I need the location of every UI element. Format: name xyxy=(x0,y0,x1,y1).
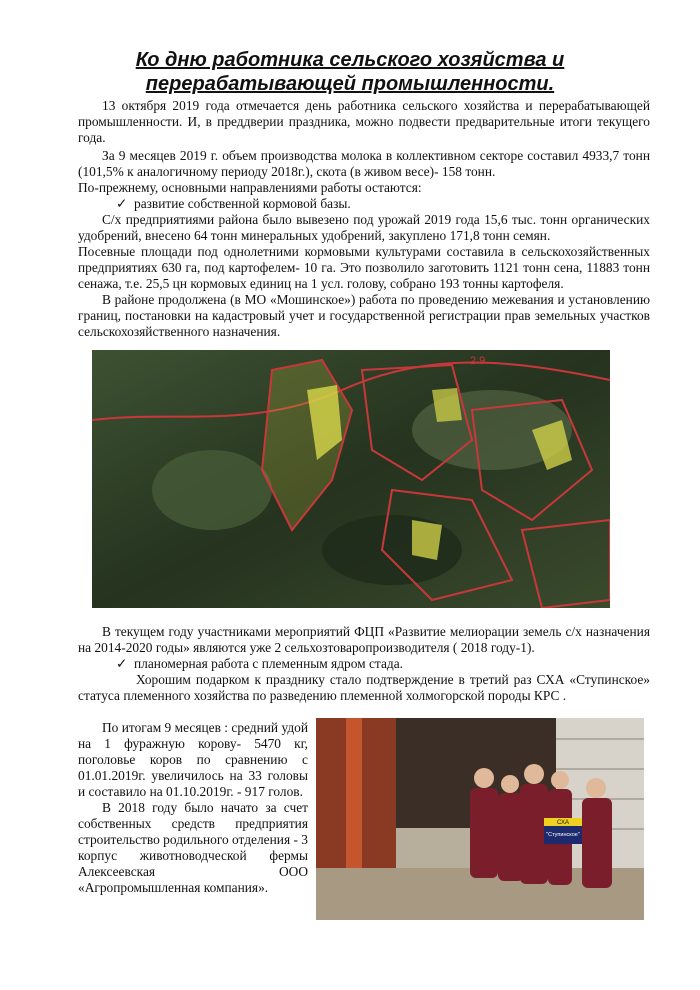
sign-line2: "Ступинское" xyxy=(546,832,580,838)
paragraph-sown-areas: Посевные площади под однолетними кормовыми культурами составила в сельскохозяйственных предприятиях 630 га, под картофелем- 10 га. Это позволило заготовить 1121 тонн сена, 11883 тонн сенажа, т.е. 25,5 цн кормовых единиц на 1 усл. голову, собрано 193 тонны картофеля. xyxy=(78,244,650,291)
checkmark-icon: ✓ xyxy=(116,196,128,211)
paragraph-milk-yield: По итогам 9 месяцев : средний удой на 1 фуражную корову- 5470 кг, поголовье коров по сравнению с 01.01.2019г. увеличилось на 33 головы и составило на 01.10.2019г. - 917 голов. xyxy=(78,720,308,799)
bullet-feed-base: ✓ развитие собственной кормовой базы. xyxy=(116,196,351,211)
cadastral-map-image xyxy=(92,350,610,608)
bullet-breeding-herd: ✓ планомерная работа с племенным ядром стада. xyxy=(116,656,403,671)
workers-photo xyxy=(316,718,644,920)
paragraph-fertilizers: С/х предприятиями района было вывезено под урожай 2019 года 15,6 тыс. тонн органических удобрений, внесено 64 тонн минеральных удобрений, закуплено 171,8 тонн семян. xyxy=(78,212,650,243)
paragraph-directions: По-прежнему, основными направлениями работы остаются: xyxy=(78,180,422,195)
map-zone-label: 2.9 xyxy=(470,355,486,367)
sign-line1: СХА xyxy=(557,820,569,826)
paragraph-land-survey: В районе продолжена (в МО «Мошинское») работа по проведению межевания и установлению границ, постановки на кадастровый учет и государственной регистрации прав земельных участков сельскохозяйственного назначения. xyxy=(78,292,650,339)
paragraph-breeding-status: Хорошим подарком к празднику стало подтверждение в третий раз СХА «Ступинское» статуса племенного хозяйства по разведению племенной холмогорской породы КРС . xyxy=(78,672,650,703)
document-title-line1: Ко дню работника сельского хозяйства и xyxy=(135,49,565,71)
paragraph-intro: 13 октября 2019 года отмечается день работника сельского хозяйства и перерабатывающей промышленности. И, в преддверии праздника, можно подвести предварительные итоги текущего года. xyxy=(78,98,650,145)
document-title-line2: перерабатывающей промышленности. xyxy=(145,73,555,95)
paragraph-milk: За 9 месяцев 2019 г. объем производства молока в коллективном секторе составил 4933,7 тонн (101,5% к аналогичному периоду 2018г.), скота (в живом весе)- 158 тонн. xyxy=(78,148,650,179)
checkmark-icon: ✓ xyxy=(116,656,128,671)
paragraph-melioration: В текущем году участниками мероприятий ФЦП «Развитие мелиорации земель с/х назначения на 2014-2020 годы» являются уже 2 сельхозтоваропроизводителя ( 2018 году-1). xyxy=(78,624,650,655)
paragraph-construction: В 2018 году было начато за счет собственных средств предприятия строительство родильного отделения - 3 корпус животноводческой фермы Алексеевская ООО «Агропромышленная компания». xyxy=(78,800,308,895)
